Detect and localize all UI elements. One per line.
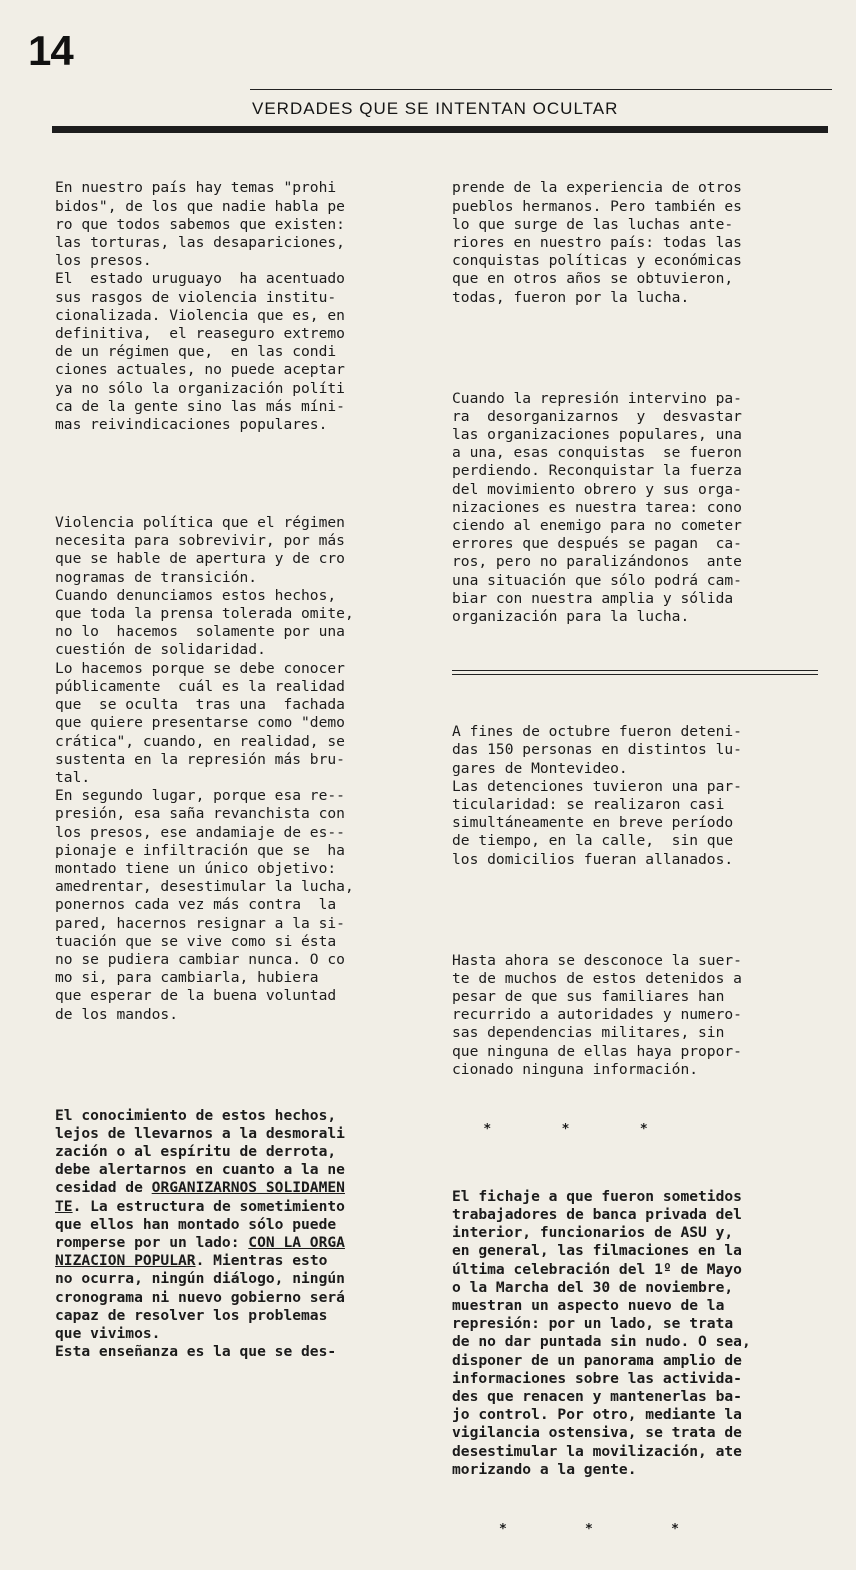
- right-column: [452, 143, 832, 1570]
- paragraph-organize: [55, 1107, 427, 1362]
- header-rule: [250, 89, 832, 90]
- section-title: VERDADES QUE SE INTENTAN OCULTAR: [252, 99, 619, 118]
- paragraph-repression: Cuando la represión intervino pa- ra desorganizarnos y desvastar las organizaciones populares, una a una, esas conquistas se fueron perdiendo. Reconquistar la fuerza del movimiento obrero y sus orga- nizaciones es nuestra tarea: cono ciendo al enemigo para no cometer errores que después se pagan ca- ros, pero no paralizándonos ante una situación que sólo podrá cam- biar con nuestra amplia y sólida organización para la lucha.: [452, 389, 742, 626]
- double-rule-divider: [452, 670, 818, 675]
- paragraph-organize-text-b: . La estructura de sometimiento que ellos han montado sólo puede romperse por un lado:: [55, 1197, 345, 1251]
- heavy-divider-rule: [52, 126, 828, 133]
- paragraph-topics: En nuestro país hay temas "prohi bidos", de los que nadie habla pe ro que todos sabemos que existen: las torturas, las desapariciones, los presos. El estado uruguayo ha acentuado sus rasgos de violencia institu- cionalizada. Violencia que es, en definitiva, el reaseguro extremo de un régimen que, en las condi ciones actuales, no puede aceptar ya no sólo la organización políti ca de la gente sino las más míni- mas reivindicaciones populares.: [55, 179, 345, 434]
- page-number: 14: [28, 27, 73, 74]
- asterisk-separator-1: [452, 1121, 832, 1141]
- left-column: [55, 143, 427, 1380]
- paragraph-detentions: A fines de octubre fueron deteni- das 150 personas en distintos lu- gares de Montevideo. Las detenciones tuvieron una par- ticularidad: se realizaron casi simultáneamente en breve período de tiempo, en la calle, sin que los domicilios fueran allanados.: [452, 723, 742, 868]
- paragraph-organize-text-a: El conocimiento de estos hechos, lejos de llevarnos a la desmorali zación o al espíritu de derrota, debe alertarnos en cuanto a la ne cesidad de: [55, 1106, 345, 1197]
- paragraph-unknown-fate: Hasta ahora se desconoce la suer- te de muchos de estos detenidos a pesar de que sus familiares han recurrido a autoridades y numero- sas dependencias militares, sin que ninguna de ellas haya propor- cionado ninguna información.: [452, 951, 742, 1078]
- asterisk-separator-2: [452, 1521, 832, 1541]
- asterisk-separator-1-text: * * *: [483, 1122, 648, 1138]
- paragraph-organize-text-c: . Mientras esto no ocurra, ningún diálogo, ningún cronograma ni nuevo gobierno será capaz de resolver los problemas que vivimos. Esta enseñanza es la que se des-: [55, 1252, 345, 1361]
- paragraph-political-violence: Violencia política que el régimen necesita para sobrevivir, por más que se hable de apertura y de cro nogramas de transición. Cuando denunciamos estos hechos, que toda la prensa tolerada omite, no lo hacemos solamente por una cuestión de solidaridad. Lo hacemos porque se debe conocer públicamente cuál es la realidad que se oculta tras una fachada que quiere presentarse como "demo crática", cuando, en realidad, se sustenta en la represión más bru- tal. En segundo lugar, porque esa re-- presión, esa saña revanchista con los presos, ese andamiaje de es-- pionaje e infiltración que se ha montado tiene un único objetivo: amedrentar, desestimular la lucha, ponernos cada vez más contra la pared, hacernos resignar a la si- tuación que se vive como si ésta no se pudiera cambiar nunca. O co mo si, para cambiarla, hubiera que esperar de la buena voluntad de los mandos.: [55, 514, 354, 1023]
- underlined-popular-organization: CON LA ORGA NIZACION POPULAR: [55, 1233, 345, 1270]
- underlined-organize-solidly: ORGANIZARNOS SOLIDAMEN TE: [55, 1179, 345, 1215]
- asterisk-separator-2-text: * * *: [498, 1522, 679, 1538]
- paragraph-experience: prende de la experiencia de otros pueblos hermanos. Pero también es lo que surge de las luchas ante- riores en nuestro país: todas las conquistas políticas y económicas que en otros años se obtuvieron, todas, fueron por la lucha.: [452, 179, 742, 306]
- paragraph-surveillance: El fichaje a que fueron sometidos trabajadores de banca privada del interior, funcionarios de ASU y, en general, las filmaciones en la última celebración del 1º de Mayo o la Marcha del 30 de noviembre, muestran un aspecto nuevo de la represión: por un lado, se trata de no dar puntada sin nudo. O sea, disponer de un panorama amplio de informaciones sobre las activida- des que renacen y mantenerlas ba- jo control. Por otro, mediante la vigilancia ostensiva, se trata de desestimular la movilización, ate morizando a la gente.: [452, 1187, 751, 1478]
